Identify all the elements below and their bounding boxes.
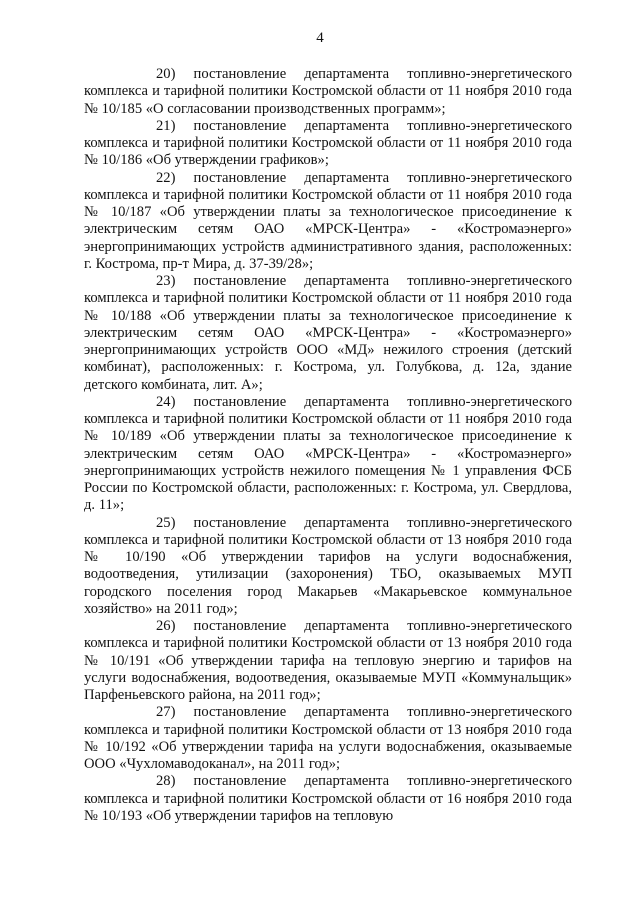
item-text: постановление департамента топливно-энергетического комплекса и тарифной политики Костромской области от 11 ноября 2010 года № 10/186 «Об утверждении графиков»; bbox=[84, 117, 572, 169]
list-item bbox=[84, 394, 572, 515]
item-number: 24) bbox=[156, 393, 176, 410]
list-item bbox=[84, 704, 572, 773]
page-number: 4 bbox=[316, 30, 324, 46]
list-item bbox=[84, 66, 572, 118]
item-text: постановление департамента топливно-энергетического комплекса и тарифной политики Костромской области от 11 ноября 2010 года № 10/187 «Об утверждении платы за технологическое присоединение к электрическим сетям ОАО «МРСК-Центра» - «Костромаэнерго» энергопринимающих устройств административного здания, расположенных: г. Кострома, пр-т Мира, д. 37-39/28»; bbox=[84, 169, 572, 272]
item-number: 22) bbox=[156, 169, 176, 186]
item-number: 27) bbox=[156, 704, 176, 721]
list-item bbox=[84, 118, 572, 170]
item-number: 25) bbox=[156, 514, 176, 531]
list-item bbox=[84, 273, 572, 394]
item-text: постановление департамента топливно-энергетического комплекса и тарифной политики Костромской области от 11 ноября 2010 года № 10/189 «Об утверждении платы за технологическое присоединение к электрическим сетям ОАО «МРСК-Центра» - «Костромаэнерго» энергопринимающих устройств нежилого помещения № 1 управления ФСБ России по Костромской области, расположенных: г. Кострома, ул. Свердлова, д. 11»; bbox=[84, 393, 572, 514]
item-number: 26) bbox=[156, 618, 176, 634]
item-number: 20) bbox=[156, 66, 176, 82]
item-number: 21) bbox=[156, 117, 176, 134]
document-body bbox=[84, 66, 572, 825]
list-item bbox=[84, 773, 572, 825]
item-number: 28) bbox=[156, 773, 176, 790]
item-number: 23) bbox=[156, 273, 176, 289]
item-text: постановление департамента топливно-энергетического комплекса и тарифной политики Костромской области от 13 ноября 2010 года № 10/190 «Об утверждении тарифов на услуги водоснабжения, водоотведения, утилизации (захоронения) ТБО, оказываемых МУП городского поселения город Макарьев «Макарьевское коммунальное хозяйство» на 2011 год»; bbox=[84, 514, 572, 617]
item-text: постановление департамента топливно-энергетического комплекса и тарифной политики Костромской области от 13 ноября 2010 года № 10/191 «Об утверждении тарифа на тепловую энергию и тарифов на услуги водоснабжения, водоотведения, оказываемые МУП «Коммунальщик» Парфеньевского района, на 2011 год»; bbox=[84, 618, 572, 703]
list-item bbox=[84, 170, 572, 274]
list-item bbox=[84, 515, 572, 619]
item-text: постановление департамента топливно-энергетического комплекса и тарифной политики Костромской области от 11 ноября 2010 года № 10/188 «Об утверждении платы за технологическое присоединение к электрическим сетям ОАО «МРСК-Центра» - «Костромаэнерго» энергопринимающих устройств ООО «МД» нежилого строения (детский комбинат), расположенных: г. Кострома, ул. Голубкова, д. 12а, здание детского комбината, лит. А»; bbox=[84, 273, 572, 393]
list-item bbox=[84, 618, 572, 704]
item-text: постановление департамента топливно-энергетического комплекса и тарифной политики Костромской области от 13 ноября 2010 года № 10/192 «Об утверждении тарифа на услуги водоснабжения, оказываемые ООО «Чухломаводоканал», на 2011 год»; bbox=[84, 704, 572, 772]
item-text: постановление департамента топливно-энергетического комплекса и тарифной политики Костромской области от 16 ноября 2010 года № 10/193 «Об утверждении тарифов на тепловую bbox=[84, 773, 572, 824]
item-text: постановление департамента топливно-энергетического комплекса и тарифной политики Костромской области от 11 ноября 2010 года № 10/185 «О согласовании производственных программ»; bbox=[84, 66, 572, 117]
